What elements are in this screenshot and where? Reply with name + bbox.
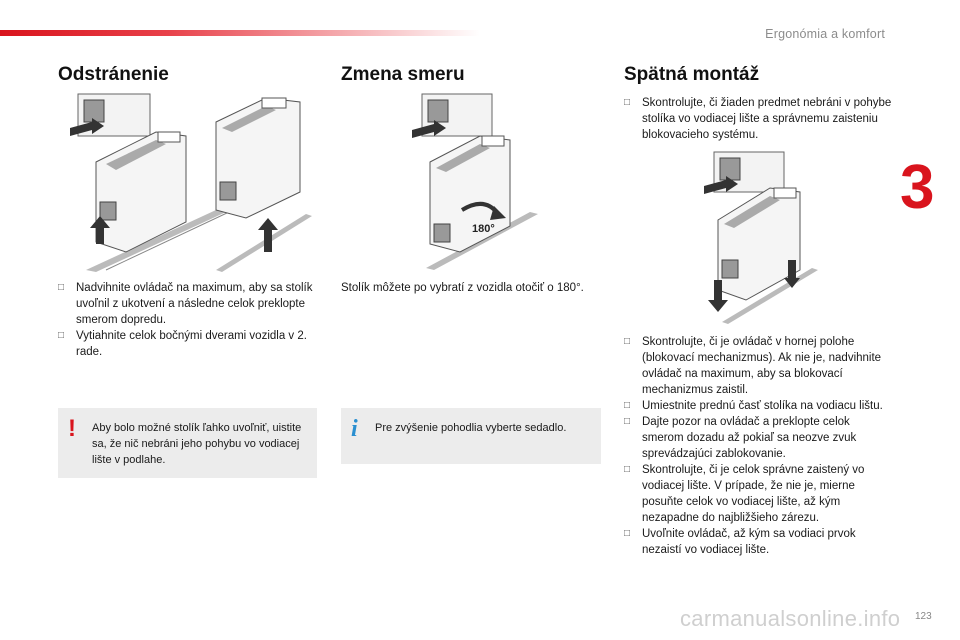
title-change-direction: Zmena smeru bbox=[341, 64, 465, 85]
info-note-text: Pre zvýšenie pohodlia vyberte sedadlo. bbox=[375, 422, 567, 434]
page-number: 123 bbox=[915, 611, 932, 622]
illustration-reassembly bbox=[700, 150, 820, 325]
list-item bbox=[58, 328, 313, 360]
list-item bbox=[624, 526, 894, 558]
bullet-marker: □ bbox=[624, 416, 631, 427]
chapter-number: 3 bbox=[900, 153, 935, 222]
list-item bbox=[624, 414, 894, 462]
warning-note bbox=[58, 408, 317, 478]
bullet-marker: □ bbox=[58, 282, 65, 293]
info-icon: i bbox=[351, 416, 358, 442]
title-removal: Odstránenie bbox=[58, 64, 169, 85]
title-reassembly: Spätná montáž bbox=[624, 64, 760, 85]
list-item bbox=[624, 95, 894, 143]
list-item-text: Skontrolujte, či žiaden predmet nebráni v pohybe stolíka vo vodiacej lište a správnemu zaisteniu blokovacieho systému. bbox=[642, 97, 892, 141]
list-item-text: Umiestnite prednú časť stolíka na vodiacu lištu. bbox=[642, 400, 883, 412]
bullet-marker: □ bbox=[624, 528, 631, 539]
list-item-text: Skontrolujte, či je ovládač v hornej polohe (blokovací mechanizmus). Ak nie je, nadvihnite ovládač na maximum, aby sa blokovací mechanizmus zaistil. bbox=[642, 336, 882, 396]
list-item-text: Vytiahnite celok bočnými dverami vozidla v 2. rade. bbox=[76, 330, 307, 358]
list-item-text: Skontrolujte, či je celok správne zaistený vo vodiacej lište. V prípade, že nie je, mierne posuňte celok vo vodiacej lište, až kým nezapadne do najbližšieho zárezu. bbox=[642, 464, 865, 524]
bullet-marker: □ bbox=[624, 336, 631, 347]
list-item bbox=[58, 280, 313, 328]
section-title: Ergonómia a komfort bbox=[765, 27, 885, 41]
warning-icon: ! bbox=[68, 415, 76, 442]
list-item bbox=[624, 462, 894, 526]
illustration-removal bbox=[66, 92, 316, 272]
warning-note-text: Aby bolo možné stolík ľahko uvoľniť, uistite sa, že nič nebráni jeho pohybu vo vodiacej lište v podlahe. bbox=[92, 422, 302, 466]
list-item bbox=[624, 334, 894, 398]
info-note bbox=[341, 408, 601, 464]
list-item-text: Dajte pozor na ovládač a preklopte celok smerom dozadu až pokiaľ sa neozve zvuk sprevádzajúci zablokovanie. bbox=[642, 416, 857, 460]
header-accent-bar bbox=[0, 30, 480, 36]
reassembly-intro bbox=[624, 95, 894, 143]
rotate-label: 180° bbox=[472, 223, 495, 235]
bullet-marker: □ bbox=[624, 464, 631, 475]
bullet-marker: □ bbox=[624, 97, 631, 108]
list-item bbox=[624, 398, 894, 414]
bullet-marker: □ bbox=[624, 400, 631, 411]
bullet-marker: □ bbox=[58, 330, 65, 341]
removal-steps bbox=[58, 280, 313, 360]
reassembly-steps bbox=[624, 334, 894, 558]
rotate-text: Stolík môžete po vybratí z vozidla otočiť o 180°. bbox=[341, 282, 584, 294]
illustration-rotate bbox=[410, 92, 550, 272]
list-item-text: Uvoľnite ovládač, až kým sa vodiaci prvok nezaistí vo vodiacej lište. bbox=[642, 528, 856, 556]
list-item-text: Nadvihnite ovládač na maximum, aby sa stolík uvoľnil z ukotvení a následne celok preklopte smerom dopredu. bbox=[76, 282, 313, 326]
watermark: carmanualsonline.info bbox=[680, 606, 901, 631]
